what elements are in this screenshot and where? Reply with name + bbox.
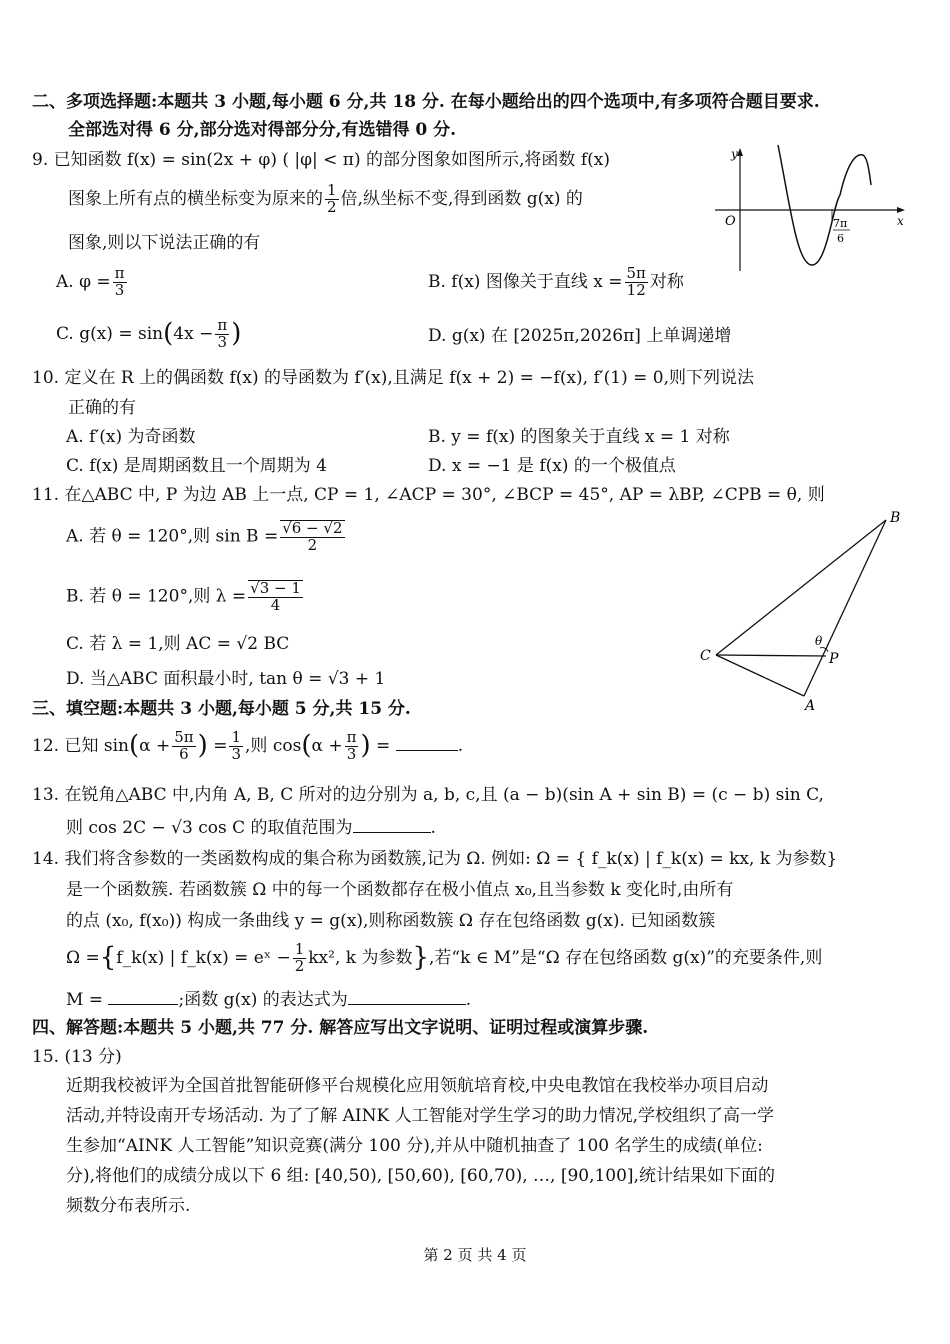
q14-stem-line3: 的点 (x₀, f(x₀)) 构成一条曲线 y = g(x),则称函数簇 Ω 存在包络函数 g(x). 已知函数簇	[66, 911, 716, 931]
q10-option-d[interactable]: D. x = −1 是 f(x) 的一个极值点	[428, 456, 676, 476]
label-theta: θ	[815, 634, 823, 648]
q11-option-c[interactable]: C. 若 λ = 1,则 AC = √2 BC	[66, 634, 290, 654]
q9-stem-line1: 9. 已知函数 f(x) = sin(2x + φ) ( |φ| < π) 的部分图象如图所示,将函数 f(x)	[32, 150, 610, 170]
q14-answer-blank-m[interactable]	[108, 990, 178, 1005]
q14-answer-blank-g[interactable]	[348, 990, 466, 1005]
q9-sine-graph	[705, 145, 910, 275]
sine-curve	[778, 145, 871, 265]
label-a: A	[805, 698, 816, 714]
segment-cp	[716, 655, 826, 656]
q13-stem-line1: 13. 在锐角△ABC 中,内角 A, B, C 所对的边分别为 a, b, c,且 (a − b)(sin A + sin B) = (c − b) sin C,	[32, 785, 824, 805]
q13-answer-blank[interactable]	[353, 818, 431, 833]
q9-option-c[interactable]: C. g(x) = sin(4x − $\frac{\pi}{3}$ )	[56, 316, 242, 351]
section3-title: 三、填空题:本题共 3 小题,每小题 5 分,共 15 分.	[32, 699, 411, 719]
q14-stem-line5: M = ;函数 g(x) 的表达式为 .	[66, 990, 472, 1010]
y-axis-arrow	[737, 148, 743, 156]
section2-title: 二、多项选择题:本题共 3 小题,每小题 6 分,共 18 分. 在每小题给出的四个选项中,有多项符合题目要求.	[32, 92, 820, 112]
q15-para-line4: 分),将他们的成绩分成以下 6 组: [40,50), [50,60), [60,70), …, [90,100],统计结果如下面的	[66, 1166, 775, 1186]
tick-label-den: 6	[837, 232, 844, 245]
q15-para-line5: 频数分布表所示.	[66, 1196, 191, 1216]
side-ca	[716, 655, 804, 696]
q10-stem-line1: 10. 定义在 R 上的偶函数 f(x) 的导函数为 f′(x),且满足 f(x + 2) = −f(x), f′(1) = 0,则下列说法	[32, 368, 754, 388]
q9-option-b[interactable]: B. f(x) 图像关于直线 x = $\frac{5\pi}{12}$ 对称	[428, 264, 684, 299]
x-axis-arrow	[897, 207, 905, 213]
q12-answer-blank[interactable]	[396, 736, 458, 751]
q11-stem: 11. 在△ABC 中, P 为边 AB 上一点, CP = 1, ∠ACP = 30°, ∠BCP = 45°, AP = λBP, ∠CPB = θ, 则	[32, 485, 825, 505]
q11-option-d[interactable]: D. 当△ABC 面积最小时, tan θ = √3 + 1	[66, 669, 386, 689]
q12-stem: 12. 已知 sin(α + $\frac{5\pi}{6}$ ) = $\frac{1}{3}$ ,则 cos(α + $\frac{\pi}{3}$ ) = .	[32, 728, 464, 763]
page-footer: 第 2 页 共 4 页	[423, 1246, 527, 1264]
q9-option-a[interactable]: A. φ = $\frac{\pi}{3}$	[56, 264, 125, 299]
section4-title: 四、解答题:本题共 5 小题,共 77 分. 解答应写出文字说明、证明过程或演算步骤.	[32, 1018, 649, 1038]
q15-para-line1: 近期我校被评为全国首批智能研修平台规模化应用领航培育校,中央电教馆在我校举办项目启动	[66, 1076, 769, 1096]
label-p: P	[829, 651, 839, 667]
q10-option-c[interactable]: C. f(x) 是周期函数且一个周期为 4	[66, 456, 327, 476]
q10-option-b[interactable]: B. y = f(x) 的图象关于直线 x = 1 对称	[428, 427, 730, 447]
q14-stem-line1: 14. 我们将含参数的一类函数构成的集合称为函数簇,记为 Ω. 例如: Ω = { f_k(x) | f_k(x) = kx, k 为参数}	[32, 849, 838, 869]
q14-stem-line4: Ω ={f_k(x) | f_k(x) = eˣ − $\frac{1}{2}$ kx², k 为参数},若“k ∈ M”是“Ω 存在包络函数 g(x)”的充要条件,则	[66, 940, 823, 975]
q15-para-line2: 活动,并特设南开专场活动. 为了了解 AINK 人工智能对学生学习的助力情况,学校组织了高一学	[66, 1106, 774, 1126]
q11-option-b[interactable]: B. 若 θ = 120°,则 λ = $\frac{√3 - 1}{4}$	[66, 579, 301, 614]
q10-stem-line2: 正确的有	[68, 398, 136, 418]
y-label: y	[731, 147, 738, 161]
q13-stem-line2: 则 cos 2C − √3 cos C 的取值范围为 .	[66, 818, 436, 838]
q11-option-a[interactable]: A. 若 θ = 120°,则 sin B = $\frac{√6 - √2}{2}$	[66, 519, 343, 554]
side-ba	[804, 520, 886, 696]
label-c: C	[700, 648, 711, 664]
q15-head: 15. (13 分)	[32, 1047, 122, 1067]
x-label: x	[897, 214, 904, 228]
q11-triangle-figure	[690, 500, 920, 720]
q14-stem-line2: 是一个函数簇. 若函数簇 Ω 中的每一个函数都存在极小值点 x₀,且当参数 k 变化时,由所有	[66, 880, 734, 900]
tick-label-num: 7π	[833, 217, 848, 230]
side-cb	[716, 520, 886, 655]
section2-rule: 全部选对得 6 分,部分选对得部分分,有选错得 0 分.	[68, 120, 457, 140]
label-b: B	[890, 510, 901, 526]
q9-stem-line3: 图象,则以下说法正确的有	[68, 233, 261, 253]
q9-stem-line2: 图象上所有点的横坐标变为原来的 $\frac{1}{2}$ 倍,纵坐标不变,得到函数 g(x) 的	[68, 181, 583, 216]
q9-option-d[interactable]: D. g(x) 在 [2025π,2026π] 上单调递增	[428, 326, 732, 346]
origin-label: O	[725, 214, 736, 229]
q10-option-a[interactable]: A. f′(x) 为奇函数	[66, 427, 196, 447]
q15-para-line3: 生参加“AINK 人工智能”知识竞赛(满分 100 分),并从中随机抽查了 100 名学生的成绩(单位:	[66, 1136, 763, 1156]
